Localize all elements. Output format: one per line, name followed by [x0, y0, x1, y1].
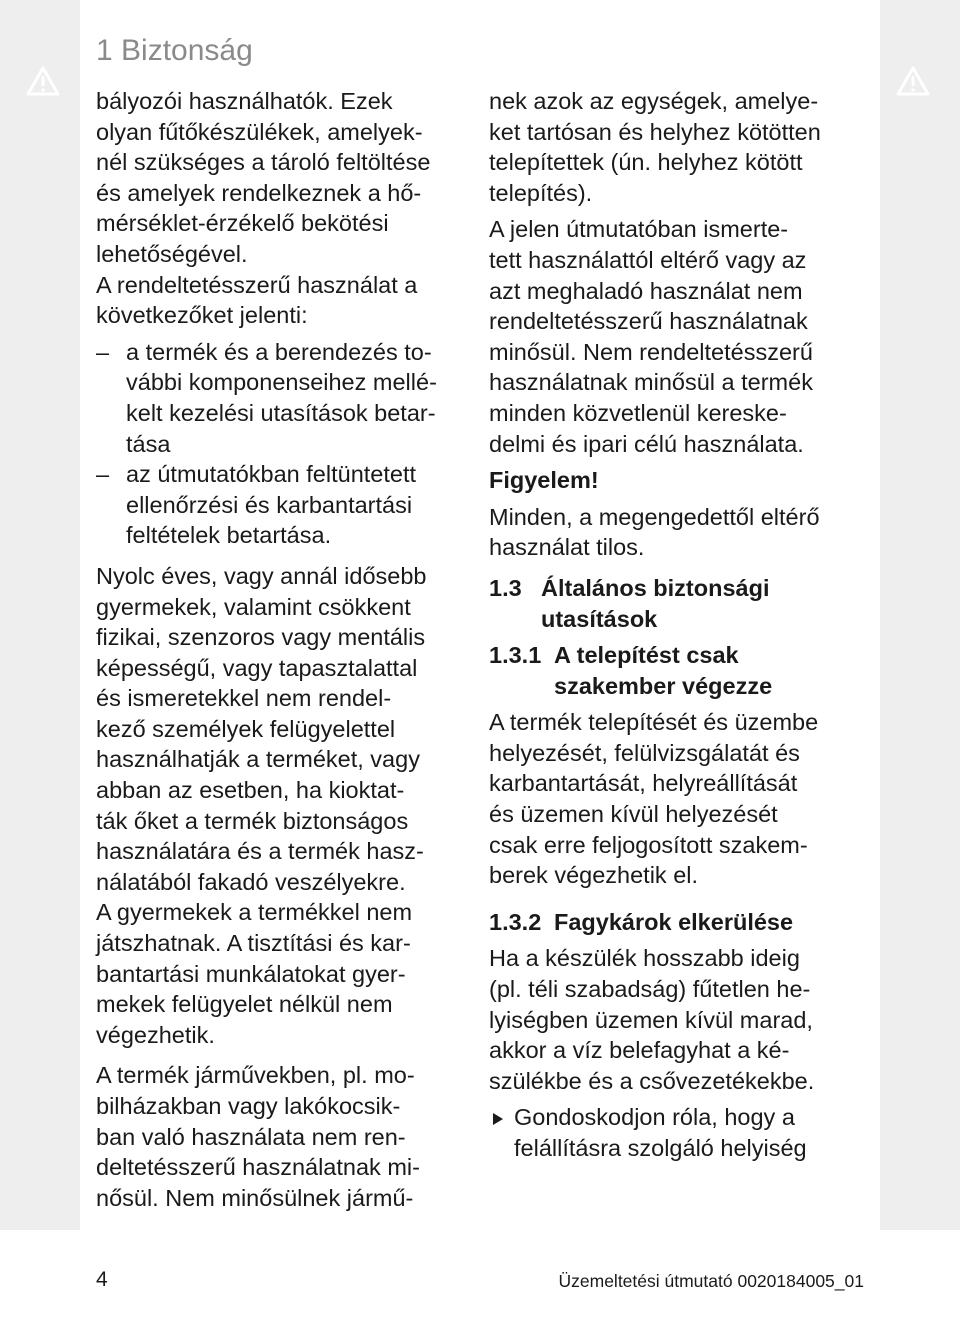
paragraph: Nyolc éves, vagy annál idősebb gyermekek, valamint csökkent fizikai, szenzoros vagy mentális képességű, vagy tapasztalattal és ismeretekkel nem rendel- kező személyek felügyelettel használhatják a terméket, vagy abban az esetben, ha kioktat- ták őket a termék biztonságos használatára és a termék hasz- nálatából fakadó veszélyekre. A gyermekek a termékkel nem játszhatnak. A tisztítási és kar- bantartási munkálatokat gyer- mekek felügyelet nélkül nem végezhetik.: [96, 562, 427, 1048]
list-item: – a termék és a berendezés to- vábbi komponenseihez mellé- kelt kezelési utasítások betar- tása: [96, 337, 476, 459]
page-number: 4: [96, 1268, 108, 1291]
left-margin-band: [0, 0, 80, 1230]
document-info: Üzemeltetési útmutató 0020184005_01: [558, 1271, 864, 1291]
paragraph: A jelen útmutatóban ismerte- tett használattól eltérő vagy az azt meghaladó használat nem rendeltetésszerű használatnak minősül. Nem rendeltetésszerű használatnak minősül a termék minden közvetlenül kereske- delmi és ipari célú használata.: [489, 216, 813, 457]
paragraph: Ha a készülék hosszabb ideig (pl. téli szabadság) fűtetlen he- lyiségben üzemen kívül marad, akkor a víz belefagyhat a ké- szülékbe és a csővezetékekbe.: [489, 945, 815, 1094]
attention-label: Figyelem!: [489, 467, 599, 494]
right-margin-band: [880, 0, 960, 1230]
paragraph: A termék járművekben, pl. mo- bilházakban vagy lakókocsik- ban való használata nem ren- deltetésszerű használatnak mi- nősül. Nem minősülnek jármű-: [96, 1062, 420, 1211]
paragraph: A rendeltetésszerű használat a következőket jelenti:: [96, 271, 418, 329]
section-header: 1 Biztonság: [96, 34, 253, 67]
section-heading-1-3-2: 1.3.2 Fagykárok elkerülése: [489, 908, 794, 935]
warning-icon: [26, 66, 60, 96]
paragraph: nek azok az egységek, amelye- ket tartósan és helyhez kötötten telepítettek (ún. helyhez kötött telepítés).: [489, 88, 821, 206]
paragraph: A termék telepítését és üzembe helyezését, felülvizsgálatát és karbantartását, helyreállítását és üzemen kívül helyezését csak erre feljogosított szakem- berek végezhetik el.: [489, 709, 819, 889]
action-step: Gondoskodjon róla, hogy a felállításra szolgáló helyiség: [489, 1102, 869, 1163]
warning-icon: [896, 66, 930, 96]
paragraph: bályozói használhatók. Ezek olyan fűtőkészülékek, amelyek- nél szükséges a tároló feltöltése és amelyek rendelkeznek a hő- mérséklet-érzékelő bekötési lehetőségével.: [96, 88, 431, 267]
left-column: [96, 86, 476, 1213]
section-heading-1-3: 1.3 Általános biztonsági utasítások: [489, 574, 770, 632]
right-column: [489, 86, 869, 1164]
attention-text: Minden, a megengedettől eltérő használat tilos.: [489, 503, 820, 561]
section-heading-1-3-1: 1.3.1 A telepítést csak szakember végezze: [489, 642, 773, 699]
list-item: – az útmutatókban feltüntetett ellenőrzési és karbantartási feltételek betartása.: [96, 459, 476, 551]
